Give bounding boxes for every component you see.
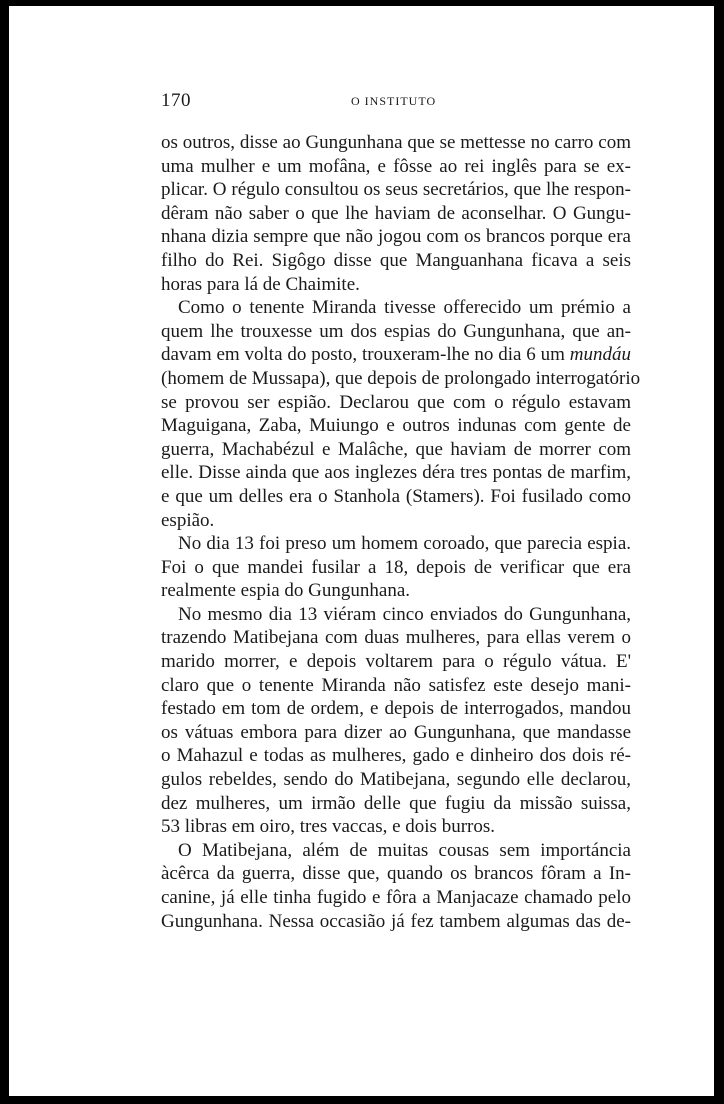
- text-line: uma mulher e um mofâna, e fôsse ao rei inglês para se ex-: [161, 155, 631, 177]
- text-line: elle. Disse ainda que aos inglezes déra tres pontas de marfim,: [161, 462, 631, 484]
- text-line: Gungunhana. Nessa occasião já fez tambem algumas das de-: [161, 910, 631, 932]
- page-border-top: [0, 0, 724, 6]
- text-line: àcêrca da guerra, disse que, quando os brancos fôram a In-: [161, 863, 631, 885]
- text-line: filho do Rei. Sigôgo disse que Manguanhana ficava a seis: [161, 249, 631, 271]
- page-border-left: [0, 0, 9, 1104]
- text-segment: davam em volta do posto, trouxeram-lhe no dia 6 um: [161, 344, 565, 366]
- text-line: horas para lá de Chaimite.: [161, 273, 360, 295]
- text-line: Como o tenente Miranda tivesse offerecido um prémio a: [178, 297, 631, 319]
- text-line-with-italic: [161, 343, 631, 367]
- text-line: No mesmo dia 13 viéram cinco enviados do Gungunhana,: [178, 603, 631, 625]
- page-border-right: [714, 0, 724, 1104]
- italic-word: mundáu: [569, 344, 631, 366]
- page-border-bottom: [0, 1096, 724, 1104]
- text-line: (homem de Mussapa), que depois de prolongado interrogatório: [161, 367, 641, 389]
- page-header: [161, 90, 631, 114]
- text-line: festado em tom de ordem, e depois de interrogados, mandou: [161, 698, 631, 720]
- paragraph: [161, 603, 631, 839]
- text-line: guerra, Machabézul e Malâche, que haviam de morrer com: [161, 438, 631, 460]
- paragraph: [161, 532, 631, 603]
- text-line: os vátuas embora para dizer ao Gungunhana, que mandasse: [161, 721, 631, 743]
- text-line: dêram não saber o que lhe haviam de aconselhar. O Gungu-: [161, 202, 631, 224]
- paragraph: [161, 131, 631, 296]
- text-line: nhana dizia sempre que não jogou com os brancos porque era: [161, 226, 631, 248]
- text-line: os outros, disse ao Gungunhana que se mettesse no carro com: [161, 132, 631, 153]
- paragraph: [161, 839, 631, 933]
- text-line: e que um delles era o Stanhola (Stamers). Foi fusilado como: [161, 485, 631, 507]
- text-line: 53 libras em oiro, tres vaccas, e dois burros.: [161, 816, 495, 838]
- running-title: O INSTITUTO: [351, 94, 437, 108]
- text-line: dez mulheres, um irmão delle que fugiu da missão suissa,: [161, 792, 631, 814]
- text-line: Maguigana, Zaba, Muiungo e outros indunas com gente de: [161, 415, 631, 437]
- body-text: [161, 131, 641, 933]
- paragraph: [161, 296, 641, 532]
- text-line: plicar. O régulo consultou os seus secretários, que lhe respon-: [161, 179, 631, 201]
- text-line: O Matibejana, além de muitas cousas sem importáncia: [178, 839, 631, 861]
- text-line: No dia 13 foi preso um homem coroado, que parecia espia.: [178, 533, 631, 555]
- text-line: Foi o que mandei fusilar a 18, depois de verificar que era: [161, 556, 631, 578]
- page-number: 170: [161, 90, 191, 111]
- text-line: quem lhe trouxesse um dos espias do Gungunhana, que an-: [161, 320, 631, 342]
- text-line: marido morrer, e depois voltarem para o régulo vátua. E': [161, 651, 631, 673]
- text-line: claro que o tenente Miranda não satisfez este desejo mani-: [161, 674, 631, 696]
- text-line: canine, já elle tinha fugido e fôra a Manjacaze chamado pelo: [161, 887, 631, 908]
- text-line: o Mahazul e todas as mulheres, gado e dinheiro dos dois ré-: [161, 745, 631, 767]
- text-line: espião.: [161, 509, 215, 531]
- text-line: se provou ser espião. Declarou que com o régulo estavam: [161, 391, 631, 413]
- text-line: trazendo Matibejana com duas mulheres, para ellas verem o: [161, 627, 631, 649]
- text-line: realmente espia do Gungunhana.: [161, 580, 411, 602]
- text-line: gulos rebeldes, sendo do Matibejana, segundo elle declarou,: [161, 769, 631, 791]
